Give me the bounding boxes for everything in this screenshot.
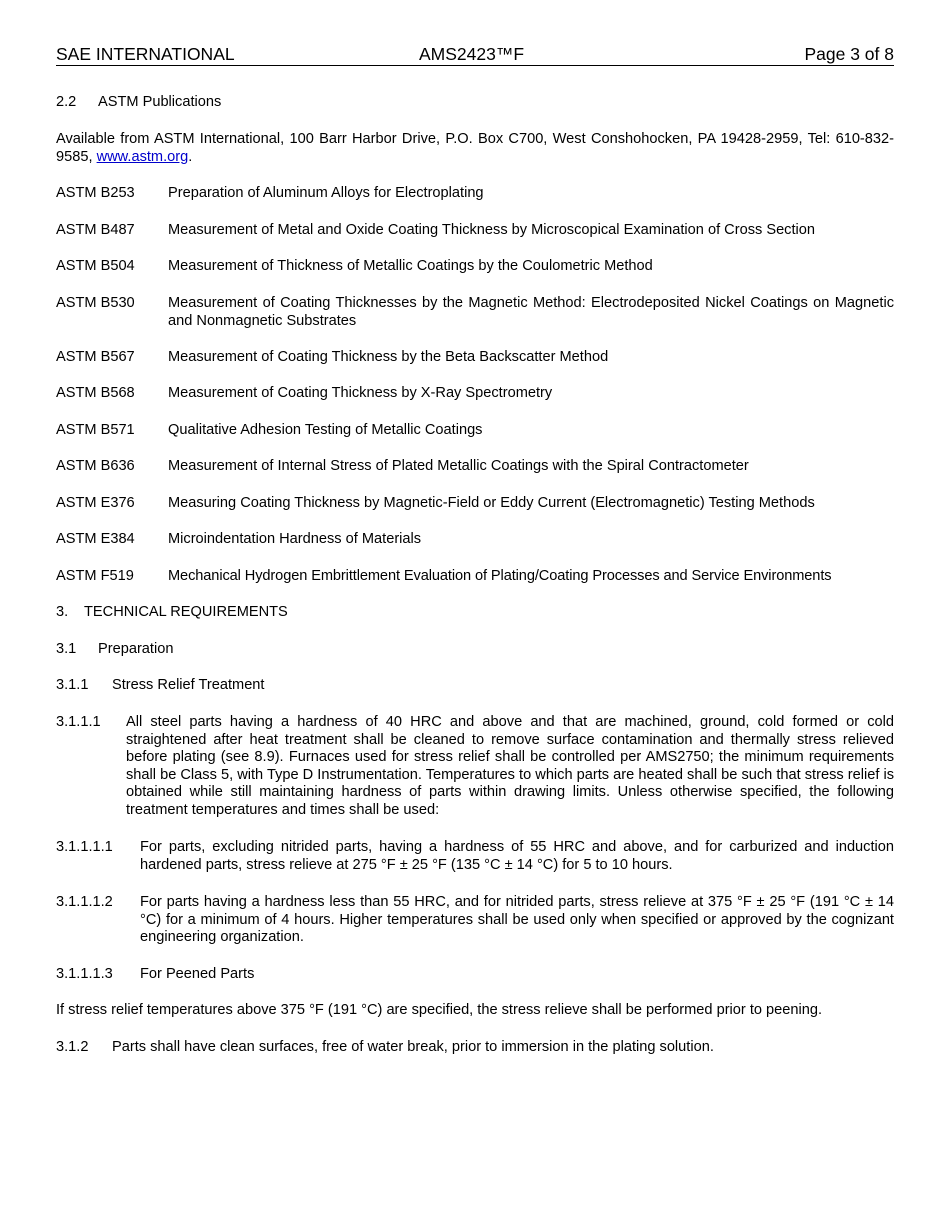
reference-code: ASTM B487: [56, 222, 135, 238]
availability-end: .: [188, 148, 193, 165]
reference-code: ASTM B504: [56, 258, 135, 274]
reference-code: ASTM B530: [56, 295, 135, 311]
section-number: 3.1.1.1: [56, 714, 101, 730]
reference-code: ASTM B253: [56, 185, 135, 201]
section-title: Preparation: [98, 641, 174, 657]
section-title: TECHNICAL REQUIREMENTS: [84, 604, 288, 620]
reference-code: ASTM E384: [56, 531, 135, 547]
reference-title: Measurement of Thickness of Metallic Coatings by the Coulometric Method: [168, 258, 653, 274]
section-number: 3.1: [56, 641, 77, 657]
reference-title: Measurement of Coating Thickness by the Beta Backscatter Method: [168, 349, 609, 365]
section-title: ASTM Publications: [98, 94, 222, 110]
reference-title: Measurement of Coating Thickness by X-Ray Spectrometry: [168, 385, 553, 401]
section-text: Parts shall have clean surfaces, free of water break, prior to immersion in the plating solution.: [112, 1039, 714, 1055]
section-number: 3.1.2: [56, 1039, 89, 1055]
availability-text: Available from ASTM International, 100 Barr Harbor Drive, P.O. Box C700, West Conshohocken, PA 19428-2959, Tel: 610-832-9585,: [56, 131, 894, 165]
reference-title: Microindentation Hardness of Materials: [168, 531, 422, 547]
section-number: 3.1.1.1.3: [56, 966, 113, 982]
section-text: For parts, excluding nitrided parts, having a hardness of 55 HRC and above, and for carburized and induction hardened parts, stress relieve at 275 °F ± 25 °F (135 °C ± 14 °C) for 5 to 10 hours.: [140, 839, 894, 873]
section-number: 3.1.1.1.1: [56, 839, 113, 855]
astm-website-link[interactable]: www.astm.org: [96, 148, 189, 165]
reference-title: Qualitative Adhesion Testing of Metallic Coatings: [168, 422, 483, 438]
section-title: Stress Relief Treatment: [112, 677, 265, 693]
peening-note: If stress relief temperatures above 375 °F (191 °C) are specified, the stress relieve shall be performed prior to peening.: [56, 1002, 823, 1018]
section-text: All steel parts having a hardness of 40 HRC and above and that are machined, ground, cold formed or cold straightened after heat treatment shall be cleaned to remove surface contamination and thermally stress relieved before plating (see 8.9). Furnaces used for stress relief shall be controlled per AMS2750; the minimum requirements shall be Class 5, with Type D Instrumentation. Temperatures to which parts are heated shall be such that stress relief is obtained while still maintaining hardness of parts within drawing limits. Unless otherwise specified, the following treatment temperatures and times shall be used:: [126, 714, 894, 818]
section-text: For parts having a hardness less than 55 HRC, and for nitrided parts, stress relieve at 375 °F ± 25 °F (191 °C ± 14 °C) for a minimum of 4 hours. Higher temperatures shall be used only when specified or approved by the cognizant engineering organization.: [140, 894, 894, 946]
header-page-number: Page 3 of 8: [804, 44, 894, 64]
reference-title: Mechanical Hydrogen Embrittlement Evaluation of Plating/Coating Processes and Service Environments: [168, 568, 832, 584]
reference-title: Measurement of Metal and Oxide Coating Thickness by Microscopical Examination of Cross Section: [168, 222, 816, 238]
reference-code: ASTM B567: [56, 349, 135, 365]
reference-title: Preparation of Aluminum Alloys for Electroplating: [168, 185, 484, 201]
reference-code: ASTM B568: [56, 385, 135, 401]
section-number: 3.1.1: [56, 677, 89, 693]
page-header: [56, 43, 894, 66]
astm-availability-paragraph: [56, 131, 894, 166]
reference-title: Measurement of Coating Thicknesses by the Magnetic Method: Electrodeposited Nickel Coatings on Magnetic and Nonmagnetic Substrates: [168, 295, 894, 329]
section-number: 3.: [56, 604, 69, 620]
reference-title: Measuring Coating Thickness by Magnetic-Field or Eddy Current (Electromagnetic) Testing Methods: [168, 495, 815, 511]
reference-code: ASTM B636: [56, 458, 135, 474]
reference-code: ASTM E376: [56, 495, 135, 511]
section-number: 3.1.1.1.2: [56, 894, 113, 910]
section-number: 2.2: [56, 94, 77, 110]
header-org: SAE INTERNATIONAL: [56, 44, 235, 64]
section-title: For Peened Parts: [140, 966, 255, 982]
reference-title: Measurement of Internal Stress of Plated Metallic Coatings with the Spiral Contractometer: [168, 458, 749, 474]
reference-code: ASTM B571: [56, 422, 135, 438]
header-doc-id: AMS2423™F: [419, 44, 525, 64]
reference-code: ASTM F519: [56, 568, 134, 584]
